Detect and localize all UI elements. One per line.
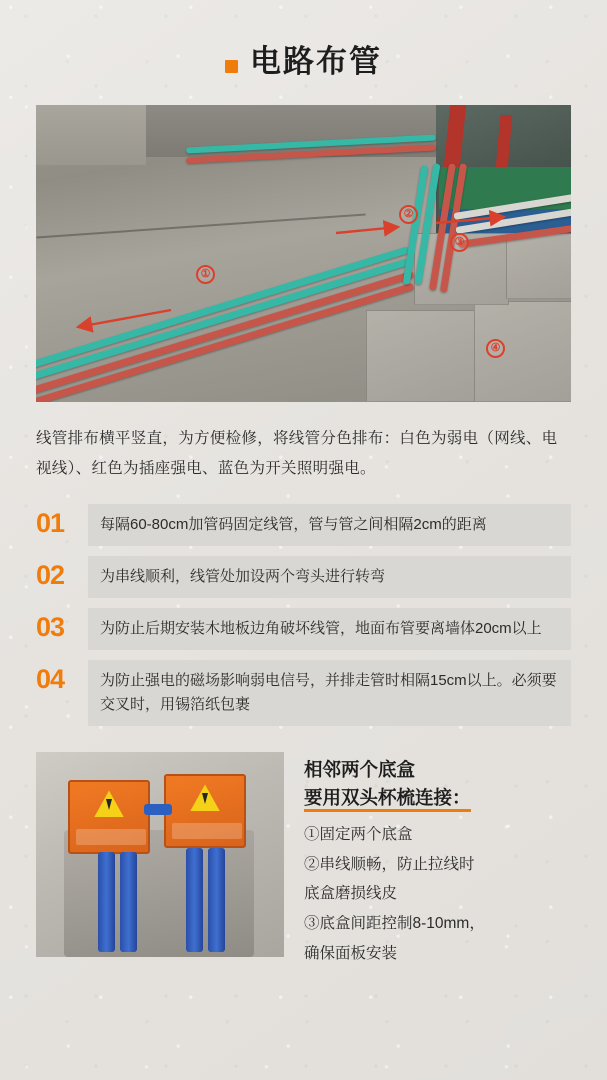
bottom-heading-line2-text: 要用双头杯梳连接：: [304, 787, 471, 812]
bottom-heading-line1: 相邻两个底盒: [304, 759, 416, 781]
intro-paragraph: 线管排布横平竖直，为方便检修，将线管分色排布：白色为弱电（网线、电视线）、红色为插座强电、蓝色为开关照明强电。: [36, 430, 558, 478]
warning-label-icon: [190, 784, 220, 811]
pipe-blue-down: [98, 852, 115, 952]
junction-box-left: [68, 780, 150, 854]
marker-1: ①: [196, 265, 215, 284]
bottom-point: ②串线顺畅，防止拉线时: [304, 855, 475, 873]
step-text: 为串线顺利，线管处加设两个弯头进行转弯: [88, 556, 571, 598]
list-item: [36, 504, 571, 546]
step-number: 01: [36, 508, 65, 539]
title-accent-square: [225, 60, 238, 73]
step-number: 04: [36, 664, 65, 695]
step-text: 为防止后期安装木地板边角破坏线管，地面布管要离墙体20cm以上: [88, 608, 571, 650]
page-title: [0, 0, 607, 81]
steps-list: [36, 504, 571, 726]
list-item: [36, 556, 571, 598]
annotation-arrows: [36, 105, 571, 402]
marker-3: ③: [450, 233, 469, 252]
bottom-point: 确保面板安装: [304, 944, 398, 962]
step-number: 03: [36, 612, 65, 643]
list-item: [36, 660, 571, 726]
pipe-blue-down: [208, 848, 225, 952]
marker-4: ④: [486, 339, 505, 358]
bottom-point: ①固定两个底盒: [304, 825, 413, 843]
bottom-section: [36, 752, 571, 967]
step-number: 02: [36, 560, 65, 591]
junction-box-right: [164, 774, 246, 848]
box-brand-label: [172, 823, 242, 839]
wiring-photo: [36, 105, 571, 402]
bottom-text-block: [304, 752, 571, 967]
bottom-heading-line2: [304, 784, 571, 812]
step-text: 为防止强电的磁场影响弱电信号，并排走管时相隔15cm以上。必须要交叉时，用锡箔纸包裹: [88, 660, 571, 726]
bottom-point: ③底盒间距控制8-10mm，: [304, 914, 485, 932]
bottom-points: [304, 822, 571, 967]
warning-label-icon: [94, 790, 124, 817]
bottom-point: 底盒磨损线皮: [304, 885, 398, 903]
pipe-blue-down: [186, 848, 203, 952]
title-text: 电路布管: [250, 44, 382, 79]
photo-scene: [36, 105, 571, 402]
step-text: 每隔60-80cm加管码固定线管，管与管之间相隔2cm的距离: [88, 504, 571, 546]
pipe-blue-down: [120, 852, 137, 952]
double-cup-connector: [144, 804, 172, 815]
junction-box-photo: [36, 752, 284, 957]
marker-2: ②: [399, 205, 418, 224]
box-brand-label: [76, 829, 146, 845]
list-item: [36, 608, 571, 650]
